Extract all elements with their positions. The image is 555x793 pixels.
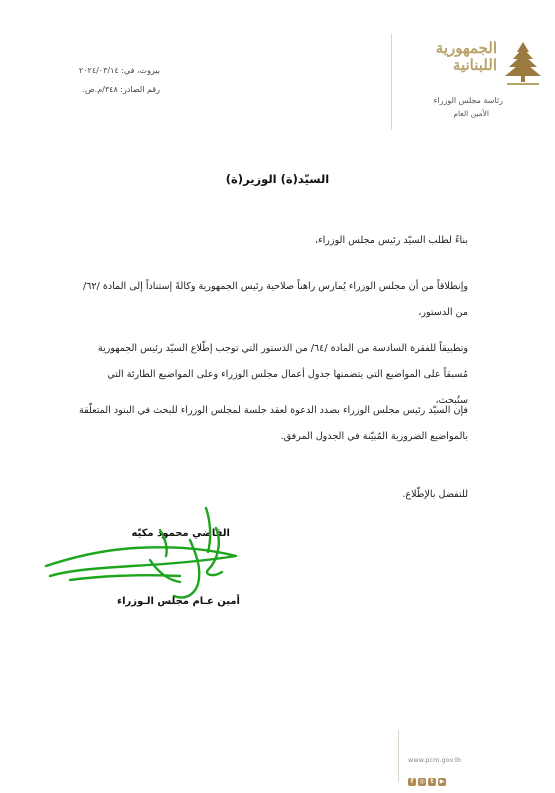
addressee: السيّد(ة) الوزير(ة) (225, 172, 330, 186)
place-date: بيروت، في: ٢٠٢٤/٠٣/١٤ (78, 66, 160, 75)
cedar-icon (503, 40, 543, 90)
paragraph-1: بناءً لطلب السيّد رئيس مجلس الوزراء، (315, 235, 468, 246)
paragraph-2: وإنطلاقاً من أن مجلس الوزراء يُمارس راهناً صلاحية رئيس الجمهورية وكالةً إستناداً إلى المادة /٦٢/ من الدستور، (83, 281, 468, 318)
social-icons (406, 768, 466, 787)
signatory-name: القاضي محمود مكيّه (131, 528, 230, 539)
paragraph-3: وتطبيقاً للفقرة السادسة من المادة /٦٤/ من الدستور التي توجب إطّلاع السيّد رئيس الجمهورية مُسبقاً على المواضيع التي يتضمنها جدول أعمال مجلس الوزراء وعلى المواضيع الطارئة التي ستُبحث، (97, 343, 468, 406)
signatory-title: أمين عـام مجلس الـوزراء (116, 596, 240, 607)
youtube-icon[interactable]: ▶ (439, 778, 445, 785)
office-label: الأمين العام (453, 109, 489, 118)
facebook-icon[interactable]: f (408, 778, 416, 786)
header-emblem (385, 34, 545, 130)
twitter-icon[interactable]: t (428, 778, 436, 786)
footer-divider (398, 730, 399, 782)
presidency-label: رئاسة مجلس الوزراء (433, 96, 503, 105)
paragraph-4: فإن السيّد رئيس مجلس الوزراء بصدد الدعوة لعقد جلسة لمجلس الوزراء للبحث في البنود المتعلّقة بالمواضيع الضرورية المُبيّنة في الجدول المرفق. (78, 405, 468, 442)
website-url[interactable]: www.pcm.gov.lb (408, 756, 461, 764)
republic-name: الجمهورية اللبنانية (435, 39, 497, 74)
reference-number: رقم الصادر: ٣٤٨/م.ص. (82, 85, 160, 94)
header-divider (391, 34, 392, 130)
instagram-icon[interactable]: ◎ (419, 778, 425, 785)
closing-line: للتفضل بالإطّلاع. (402, 489, 468, 500)
handwritten-signature (40, 500, 245, 610)
